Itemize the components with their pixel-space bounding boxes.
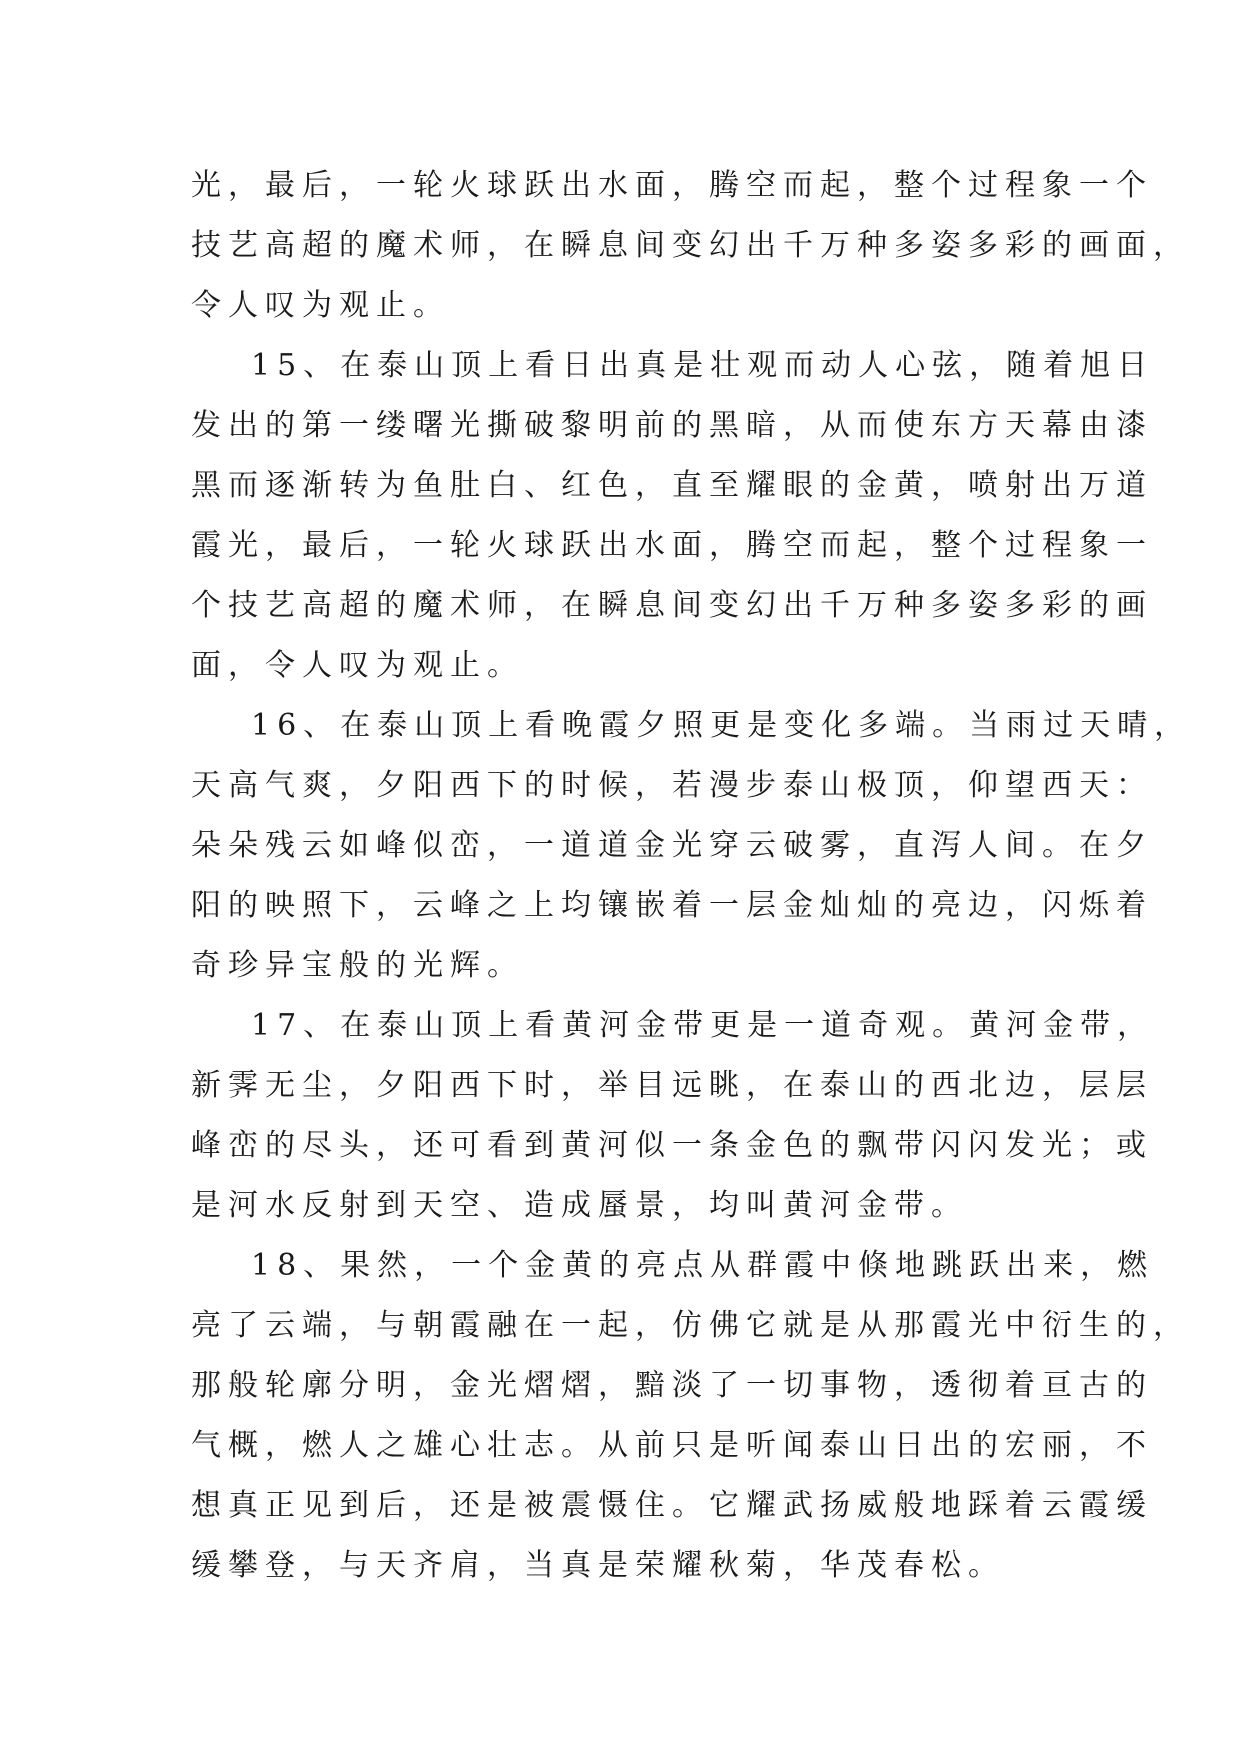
text-line: 峰峦的尽头，还可看到黄河似一条金色的飘带闪闪发光；或 bbox=[191, 1128, 1153, 1163]
text-line: 16、在泰山顶上看晚霞夕照更是变化多端。当雨过天晴， bbox=[251, 708, 1192, 743]
text-line: 面，令人叹为观止。 bbox=[191, 648, 524, 683]
text-line: 技艺高超的魔术师，在瞬息间变幻出千万种多姿多彩的画面， bbox=[191, 228, 1190, 263]
text-line: 15、在泰山顶上看日出真是壮观而动人心弦，随着旭日 bbox=[251, 348, 1155, 383]
text-line: 奇珍异宝般的光辉。 bbox=[191, 948, 524, 983]
paragraph-14-continued bbox=[191, 156, 1190, 336]
text-line: 朵朵残云如峰似峦，一道道金光穿云破雾，直泻人间。在夕 bbox=[191, 828, 1153, 863]
text-line: 光，最后，一轮火球跃出水面，腾空而起，整个过程象一个 bbox=[191, 168, 1153, 203]
text-line: 黑而逐渐转为鱼肚白、红色，直至耀眼的金黄，喷射出万道 bbox=[191, 468, 1153, 503]
text-line: 想真正见到后，还是被震慑住。它耀武扬威般地踩着云霞缓 bbox=[191, 1488, 1153, 1523]
text-line: 个技艺高超的魔术师，在瞬息间变幻出千万种多姿多彩的画 bbox=[191, 588, 1153, 623]
paragraph-16 bbox=[191, 696, 1192, 996]
text-line: 阳的映照下，云峰之上均镶嵌着一层金灿灿的亮边，闪烁着 bbox=[191, 888, 1153, 923]
text-line: 亮了云端，与朝霞融在一起，仿佛它就是从那霞光中衍生的， bbox=[191, 1308, 1190, 1343]
text-line: 令人叹为观止。 bbox=[191, 288, 450, 323]
paragraph-15 bbox=[191, 336, 1155, 696]
text-line: 那般轮廓分明，金光熠熠，黯淡了一切事物，透彻着亘古的 bbox=[191, 1368, 1153, 1403]
text-line: 气概，燃人之雄心壮志。从前只是听闻泰山日出的宏丽，不 bbox=[191, 1428, 1153, 1463]
text-line: 霞光，最后，一轮火球跃出水面，腾空而起，整个过程象一 bbox=[191, 528, 1153, 563]
text-line: 发出的第一缕曙光撕破黎明前的黑暗，从而使东方天幕由漆 bbox=[191, 408, 1153, 443]
paragraph-18 bbox=[191, 1236, 1190, 1596]
document-body bbox=[191, 156, 1192, 1596]
text-line: 是河水反射到天空、造成蜃景，均叫黄河金带。 bbox=[191, 1188, 968, 1223]
paragraph-17 bbox=[191, 996, 1155, 1236]
text-line: 天高气爽，夕阳西下的时候，若漫步泰山极顶，仰望西天： bbox=[191, 768, 1153, 803]
text-line: 17、在泰山顶上看黄河金带更是一道奇观。黄河金带， bbox=[251, 1008, 1155, 1043]
text-line: 新霁无尘，夕阳西下时，举目远眺，在泰山的西北边，层层 bbox=[191, 1068, 1153, 1103]
text-line: 18、果然，一个金黄的亮点从群霞中倏地跳跃出来，燃 bbox=[251, 1248, 1155, 1283]
text-line: 缓攀登，与天齐肩，当真是荣耀秋菊，华茂春松。 bbox=[191, 1548, 1005, 1583]
